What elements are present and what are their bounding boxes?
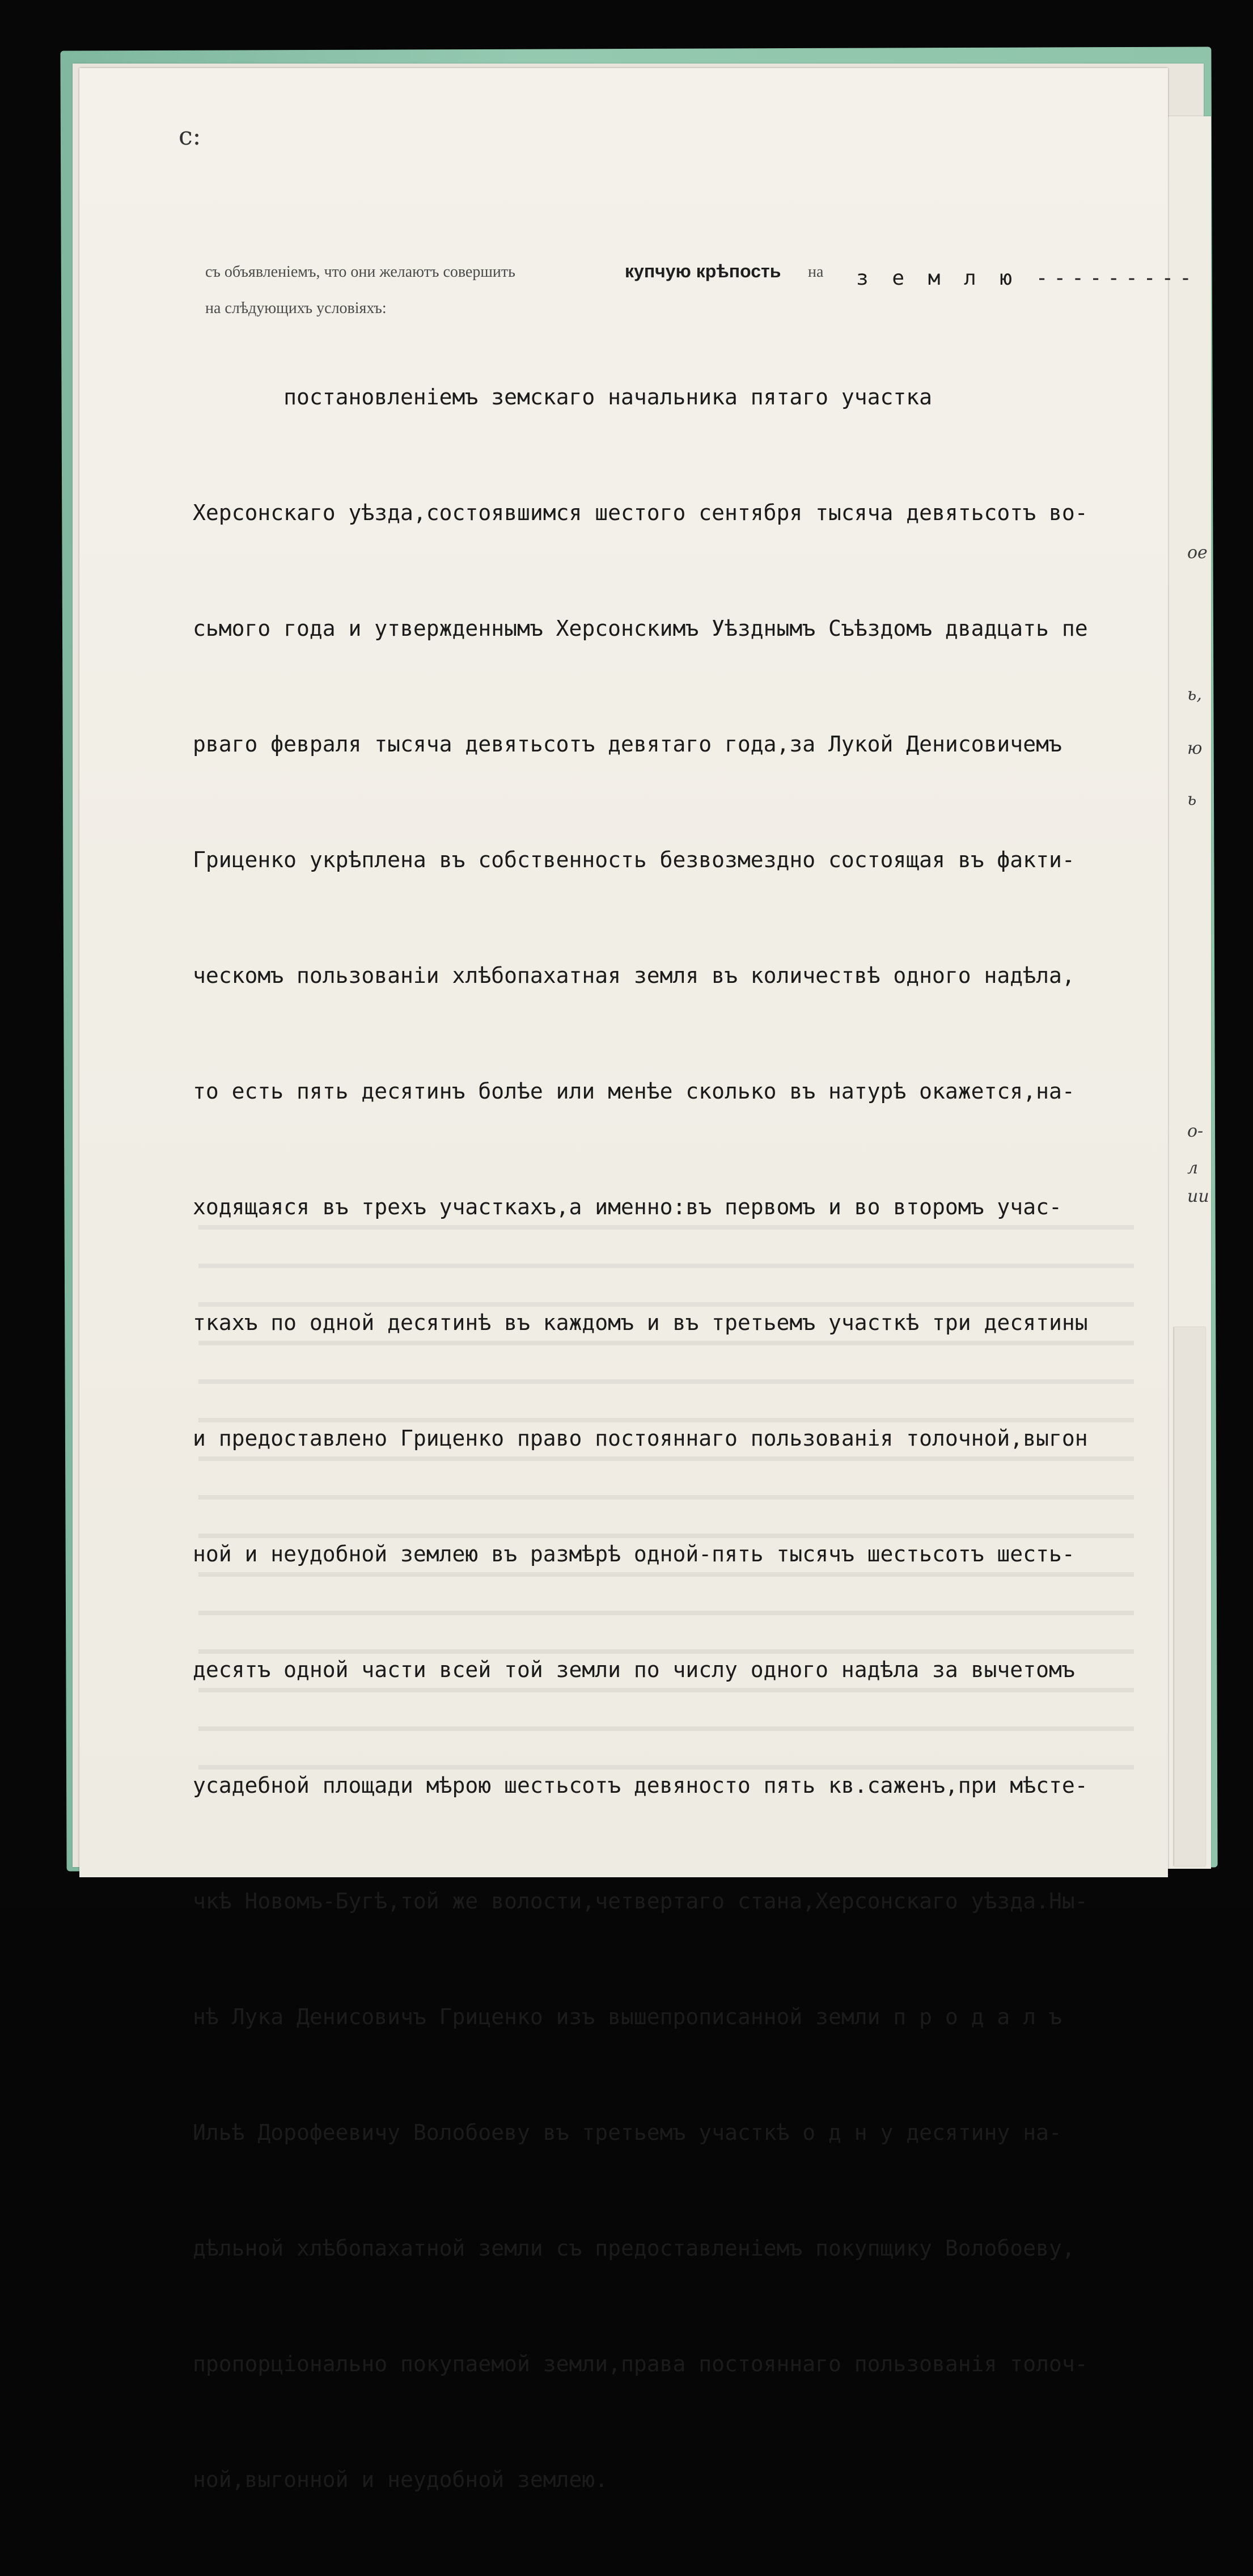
body-line: Херсонскаго уѣзда,состоявшимся шестого сентября тысяча девятьсотъ во- bbox=[193, 500, 1088, 525]
margin-mark: ии bbox=[1187, 1186, 1209, 1206]
document-page bbox=[79, 68, 1197, 2492]
form-deed-type: купчую крѣпость bbox=[625, 261, 781, 281]
margin-mark: ю bbox=[1187, 738, 1203, 758]
body-line: ткахъ по одной десятинѣ въ каждомъ и въ третьемъ участкѣ три десятины bbox=[193, 1310, 1088, 1335]
body-line: и предоставлено Гриценко право постояннаго пользованія толочной,выгон bbox=[193, 1426, 1088, 1451]
body-line: то есть пять десятинъ болѣе или менѣе сколько въ натурѣ окажется,на- bbox=[193, 1079, 1075, 1104]
bleed-through-text bbox=[198, 1208, 1134, 1775]
body-line: ходящаяся въ трехъ участкахъ,а именно:въ первомъ и во второмъ учас- bbox=[193, 1194, 1062, 1219]
body-line: усадебной площади мѣрою шестьсотъ девяносто пять кв.саженъ,при мѣсте- bbox=[193, 1773, 1088, 1798]
body-line: рваго февраля тысяча девятьсотъ девятаго года,за Лукой Денисовичемъ bbox=[193, 732, 1062, 757]
form-printed-prefix: съ объявленіемъ, что они желаютъ совершить bbox=[205, 263, 515, 281]
body-line: чкѣ Новомъ-Бугѣ,той же волости,четвертаго стана,Херсонскаго уѣзда.Ны- bbox=[193, 1889, 1088, 1914]
form-printed-suffix: на bbox=[808, 263, 824, 281]
body-line: десятъ одной части всей той земли по числу одного надѣла за вычетомъ bbox=[193, 1657, 1075, 1682]
page-marker: с: bbox=[179, 122, 201, 151]
margin-mark: ь, bbox=[1187, 685, 1202, 704]
body-line: пропорціонально покупаемой земли,права постояннаго пользованія толоч- bbox=[193, 2351, 1088, 2376]
margin-mark: л bbox=[1187, 1158, 1199, 1178]
margin-marks bbox=[1180, 544, 1209, 1338]
body-line: ной,выгонной и неудобной землею. bbox=[193, 2467, 608, 2492]
body-line: Гриценко укрѣплена въ собственность безвозмездно состоящая въ факти- bbox=[193, 847, 1075, 872]
body-line: сьмого года и утвержденнымъ Херсонскимъ Уѣзднымъ Съѣздомъ двадцать пе bbox=[193, 616, 1088, 641]
margin-mark: ь bbox=[1187, 789, 1197, 809]
form-conditions-heading: на слѣдующихъ условіяхъ: bbox=[205, 299, 387, 317]
body-line: нѣ Лука Денисовичъ Гриценко изъ вышепрописанной земли п р о д а л ъ bbox=[193, 2004, 1062, 2029]
body-line: ческомъ пользованіи хлѣбопахатная земля въ количествѣ одного надѣла, bbox=[193, 963, 1075, 988]
margin-mark: ое bbox=[1187, 543, 1208, 563]
margin-mark: о- bbox=[1187, 1121, 1204, 1141]
body-line: дѣльной хлѣбопахатной земли съ предоставленіемъ покупщику Волобоеву, bbox=[193, 2236, 1075, 2261]
body-line: Ильѣ Дорофеевичу Волобоеву въ третьемъ участкѣ о д н у десятину на- bbox=[193, 2120, 1062, 2145]
underlying-sheet-edge-lower bbox=[1174, 1327, 1205, 1866]
body-line: постановленіемъ земскаго начальника пятаго участка bbox=[193, 385, 933, 409]
body-line: ной и неудобной землею въ размѣрѣ одной-пять тысячъ шестьсотъ шесть- bbox=[193, 1542, 1075, 1566]
deed-subject: з е м л ю --------- bbox=[856, 267, 1197, 290]
